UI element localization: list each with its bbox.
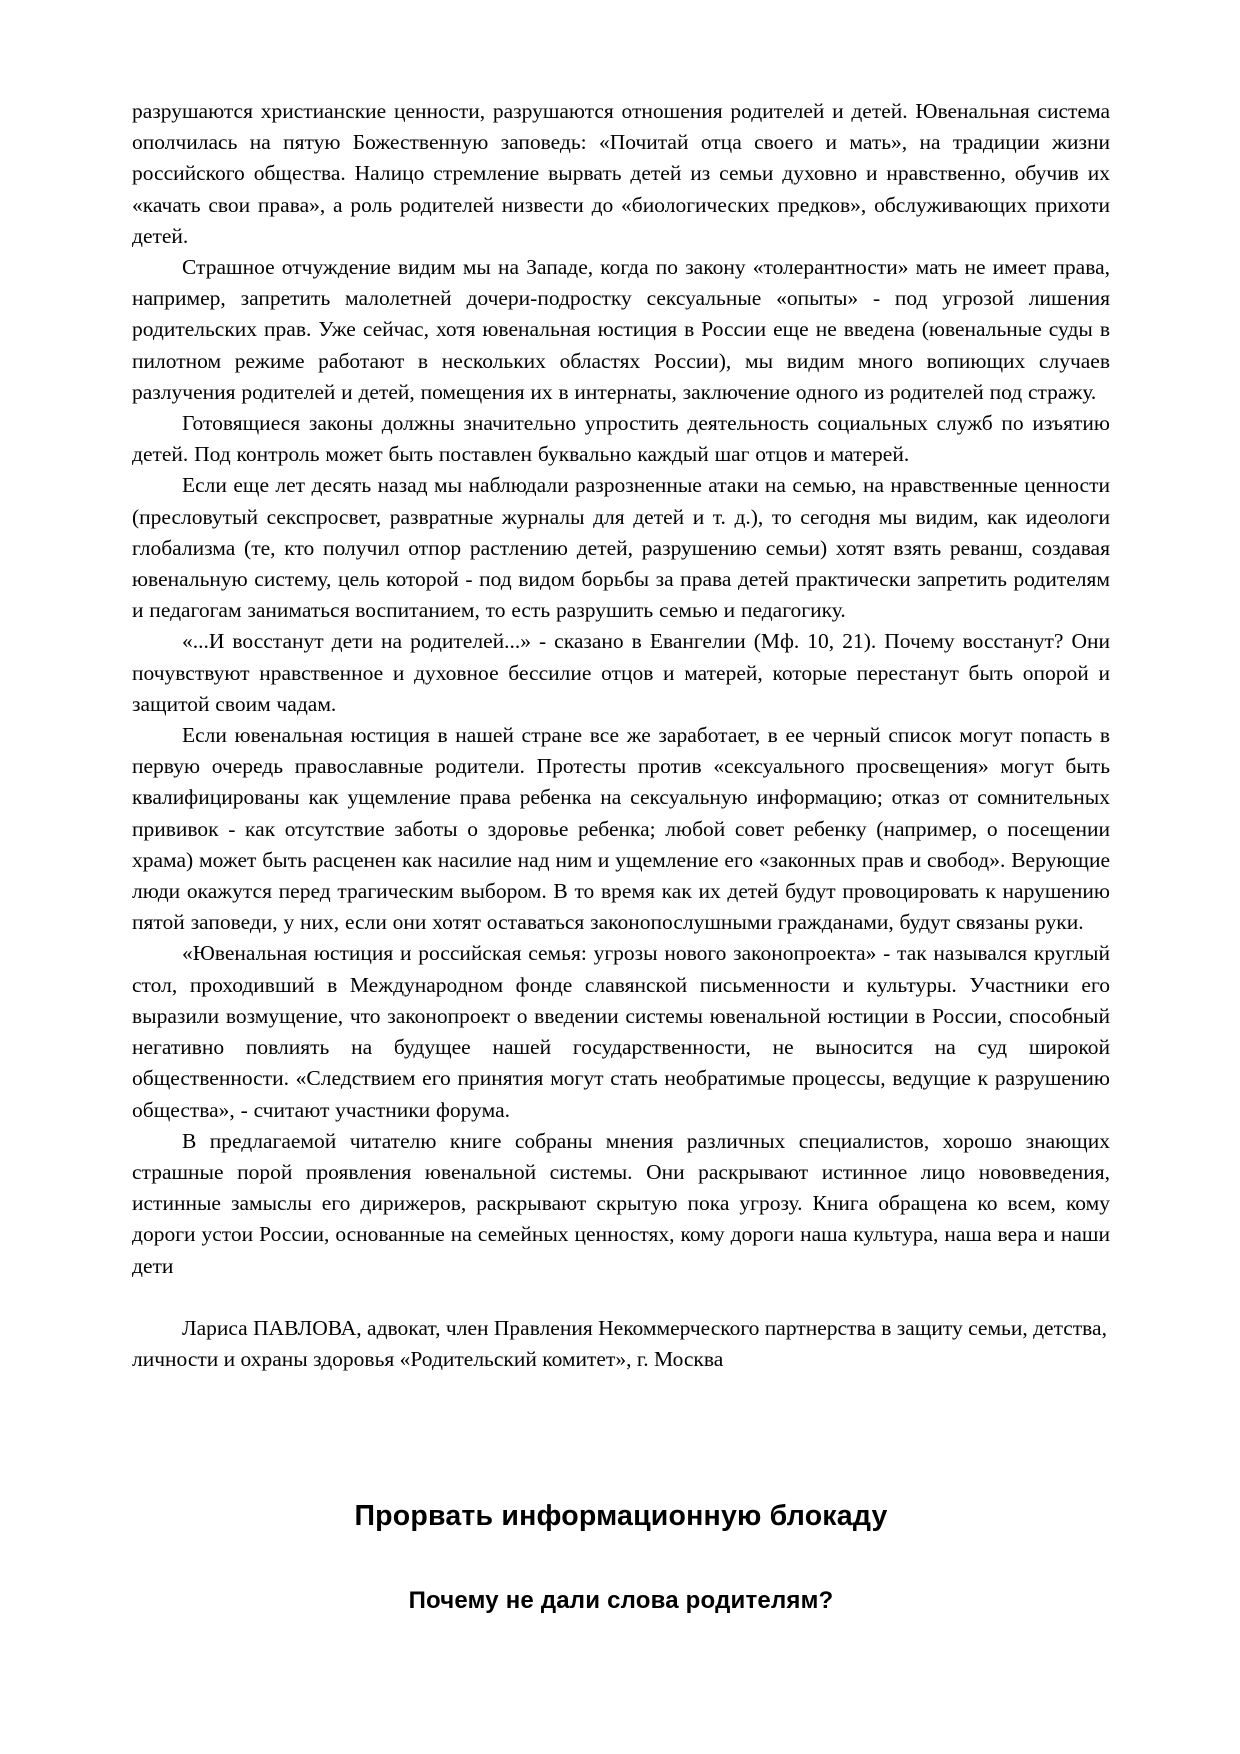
paragraph: Если еще лет десять назад мы наблюдали разрозненные атаки на семью, на нравственные ценности (пресловутый секспросвет, развратные журналы для детей и т. д.), то сегодня мы видим, как идеологи глобализма (те, кто получил отпор растлению детей, разрушению семьи) хотят взять реванш, создавая ювенальную систему, цель которой - под видом борьбы за права детей практически запретить родителям и педагогам заниматься воспитанием, то есть разрушить семью и педагогику.	[132, 473, 1110, 623]
section-heading-sub: Почему не дали слова родителям?	[408, 1587, 834, 1614]
paragraph: «Ювенальная юстиция и российская семья: угрозы нового законопроекта» - так назывался круглый стол, проходивший в Международном фонде славянской письменности и культуры. Участники его выразили возмущение, что законопроект о введении системы ювенальной юстиции в России, способный негативно повлиять на будущее нашей государственности, не выносится на суд широкой общественности. «Следствием его принятия могут стать необратимые процессы, ведущие к разрушению общества», - считают участники форума.	[132, 941, 1110, 1122]
paragraph: «...И восстанут дети на родителей...» - сказано в Евангелии (Мф. 10, 21). Почему восстанут? Они почувствуют нравственное и духовное бессилие отцов и матерей, которые перестанут быть опорой и защитой своим чадам.	[132, 629, 1110, 716]
section-heading-main: Прорвать информационную блокаду	[354, 1500, 888, 1532]
paragraph: разрушаются христианские ценности, разрушаются отношения родителей и детей. Ювенальная система ополчилась на пятую Божественную заповедь: «Почитай отца своего и мать», на традиции жизни российского общества. Налицо стремление вырвать детей из семьи духовно и нравственно, обучив их «качать свои права», а роль родителей низвести до «биологических предков», обслуживающих прихоти детей.	[132, 99, 1110, 248]
paragraph: В предлагаемой читателю книге собраны мнения различных специалистов, хорошо знающих страшные порой проявления ювенальной системы. Они раскрывают истинное лицо нововведения, истинные замыслы его дирижеров, раскрывают скрытую пока угрозу. Книга обращена ко всем, кому дороги устои России, основанные на семейных ценностях, кому дороги наша культура, наша вера и наши дети	[132, 1128, 1110, 1278]
signature-block	[132, 1313, 1110, 1375]
paragraph: Готовящиеся законы должны значительно упростить деятельность социальных служб по изъятию детей. Под контроль может быть поставлен буквально каждый шаг отцов и матерей.	[132, 411, 1110, 467]
author-signature: Лариса ПАВЛОВА, адвокат, член Правления Некоммерческого партнерства в защиту семьи, детства, личности и охраны здоровья «Родительский комитет», г. Москва	[132, 1315, 1107, 1371]
body-text-column	[132, 96, 1110, 1375]
paragraph: Страшное отчуждение видим мы на Западе, когда по закону «толерантности» мать не имеет права, например, запретить малолетней дочери-подростку сексуальные «опыты» - под угрозой лишения родительских прав. Уже сейчас, хотя ювенальная юстиция в России еще не введена (ювенальные суды в пилотном режиме работают в нескольких областях России), мы видим много вопиющих случаев разлучения родителей и детей, помещения их в интернаты, заключение одного из родителей под стражу.	[132, 255, 1110, 404]
paragraph: Если ювенальная юстиция в нашей стране все же заработает, в ее черный список могут попасть в первую очередь православные родители. Протесты против «сексуального просвещения» могут быть квалифицированы как ущемление права ребенка на сексуальную информацию; отказ от сомнительных прививок - как отсутствие заботы о здоровье ребенка; любой совет ребенку (например, о посещении храма) может быть расценен как насилие над ним и ущемление его «законных прав и свобод». Верующие люди окажутся перед трагическим выбором. В то время как их детей будут провоцировать к нарушению пятой заповеди, у них, если они хотят оставаться законопослушными гражданами, будут связаны руки.	[132, 723, 1110, 935]
